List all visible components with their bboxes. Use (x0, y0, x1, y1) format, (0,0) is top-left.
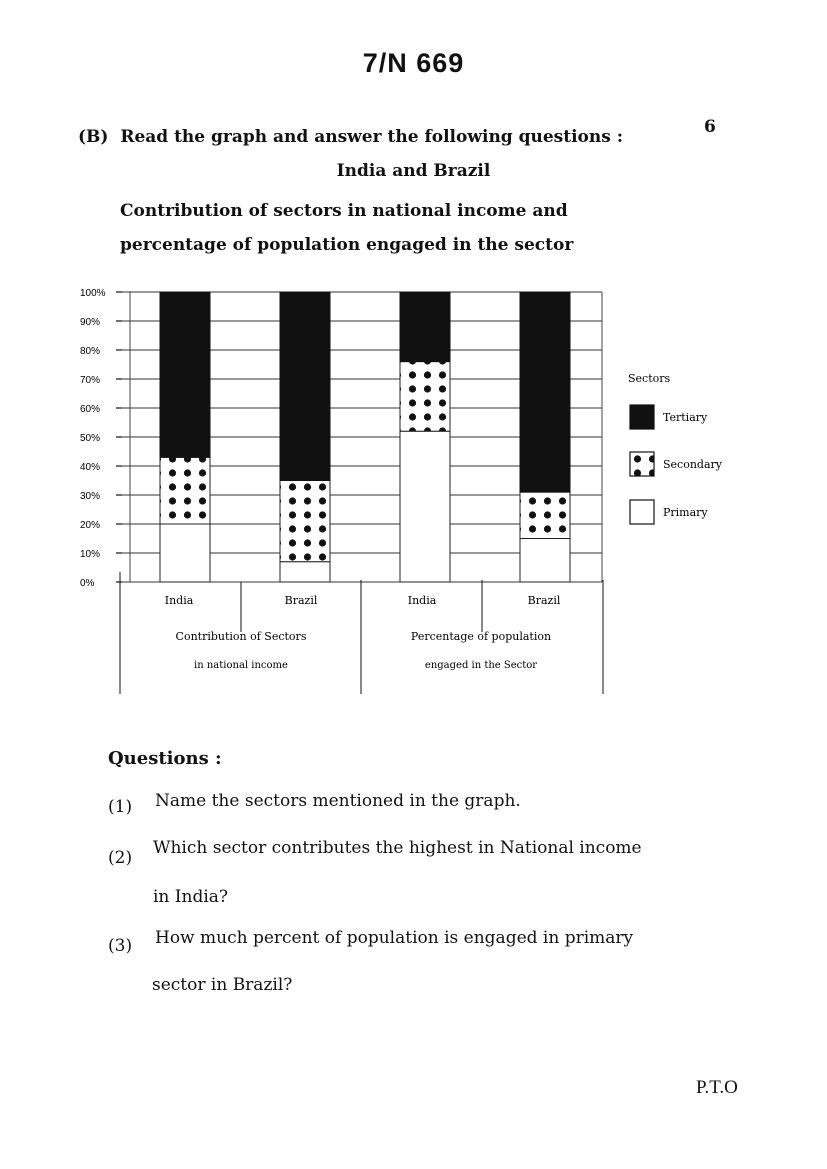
bar-2-tertiary (400, 292, 450, 362)
bar-3-primary (520, 539, 570, 583)
legend-label-tertiary: Tertiary (663, 411, 708, 424)
group-label-0-line2: in national income (194, 660, 288, 671)
category-label-1: Brazil (284, 594, 318, 607)
y-tick-label-2: 20% (80, 520, 101, 531)
bar-0-tertiary (160, 292, 210, 457)
chart-title-line1: Contribution of sectors in national income and (120, 201, 568, 221)
question-1-text: Name the sectors mentioned in the graph. (155, 791, 521, 811)
bar-2-secondary (400, 362, 450, 432)
y-tick-label-1: 10% (80, 549, 101, 560)
bar-1-secondary (280, 481, 330, 562)
y-tick-label-5: 50% (80, 433, 101, 444)
question-2-number: (2) (108, 848, 133, 868)
y-tick-label-9: 90% (80, 317, 101, 328)
chart-subtitle: India and Brazil (336, 161, 491, 181)
y-tick-label-4: 40% (80, 462, 101, 473)
stacked-bar-chart (0, 270, 827, 710)
page-turn-indicator: P.T.O (696, 1077, 738, 1098)
category-label-3: Brazil (527, 594, 561, 607)
question-1-number: (1) (108, 797, 133, 817)
marks: 6 (704, 117, 716, 137)
group-label-1-line2: engaged in the Sector (424, 660, 538, 671)
legend-label-secondary: Secondary (663, 458, 722, 471)
group-label-1-line1: Percentage of population (410, 630, 552, 643)
group-label-0-line1: Contribution of Sectors (175, 630, 307, 643)
category-axis (120, 572, 603, 694)
chart-title-line2: percentage of population engaged in the sector (120, 235, 574, 255)
question-2-text-line2: in India? (153, 887, 229, 907)
y-tick-label-7: 70% (80, 375, 101, 386)
category-label-2: India (407, 594, 437, 607)
questions-title: Questions : (108, 748, 222, 769)
legend-swatch-tertiary (630, 405, 654, 429)
legend-swatch-secondary (630, 452, 654, 476)
y-axis (80, 288, 122, 589)
question-3-text-line2: sector in Brazil? (152, 975, 293, 995)
bar-1-tertiary (280, 292, 330, 481)
bar-3-tertiary (520, 292, 570, 492)
legend-swatch-primary (630, 500, 654, 524)
category-label-0: India (164, 594, 194, 607)
y-tick-label-10: 100% (80, 288, 106, 299)
section-label: (B) (78, 127, 109, 147)
y-tick-label-8: 80% (80, 346, 101, 357)
question-3-number: (3) (108, 936, 133, 956)
page-code: 7/N 669 (362, 48, 465, 78)
bar-1-primary (280, 562, 330, 582)
y-tick-label-3: 30% (80, 491, 101, 502)
y-tick-label-0: 0% (80, 578, 95, 589)
question-instruction (78, 127, 623, 147)
bar-2-primary (400, 431, 450, 582)
legend-label-primary: Primary (663, 506, 708, 519)
question-2-text-line1: Which sector contributes the highest in National income (153, 838, 642, 858)
bar-0-secondary (160, 457, 210, 524)
instruction-text: Read the graph and answer the following questions : (120, 127, 624, 147)
bar-3-secondary (520, 492, 570, 538)
legend (628, 372, 723, 524)
question-3-text-line1: How much percent of population is engaged in primary (155, 928, 634, 948)
legend-title: Sectors (628, 372, 671, 385)
y-tick-label-6: 60% (80, 404, 101, 415)
bar-0-primary (160, 524, 210, 582)
